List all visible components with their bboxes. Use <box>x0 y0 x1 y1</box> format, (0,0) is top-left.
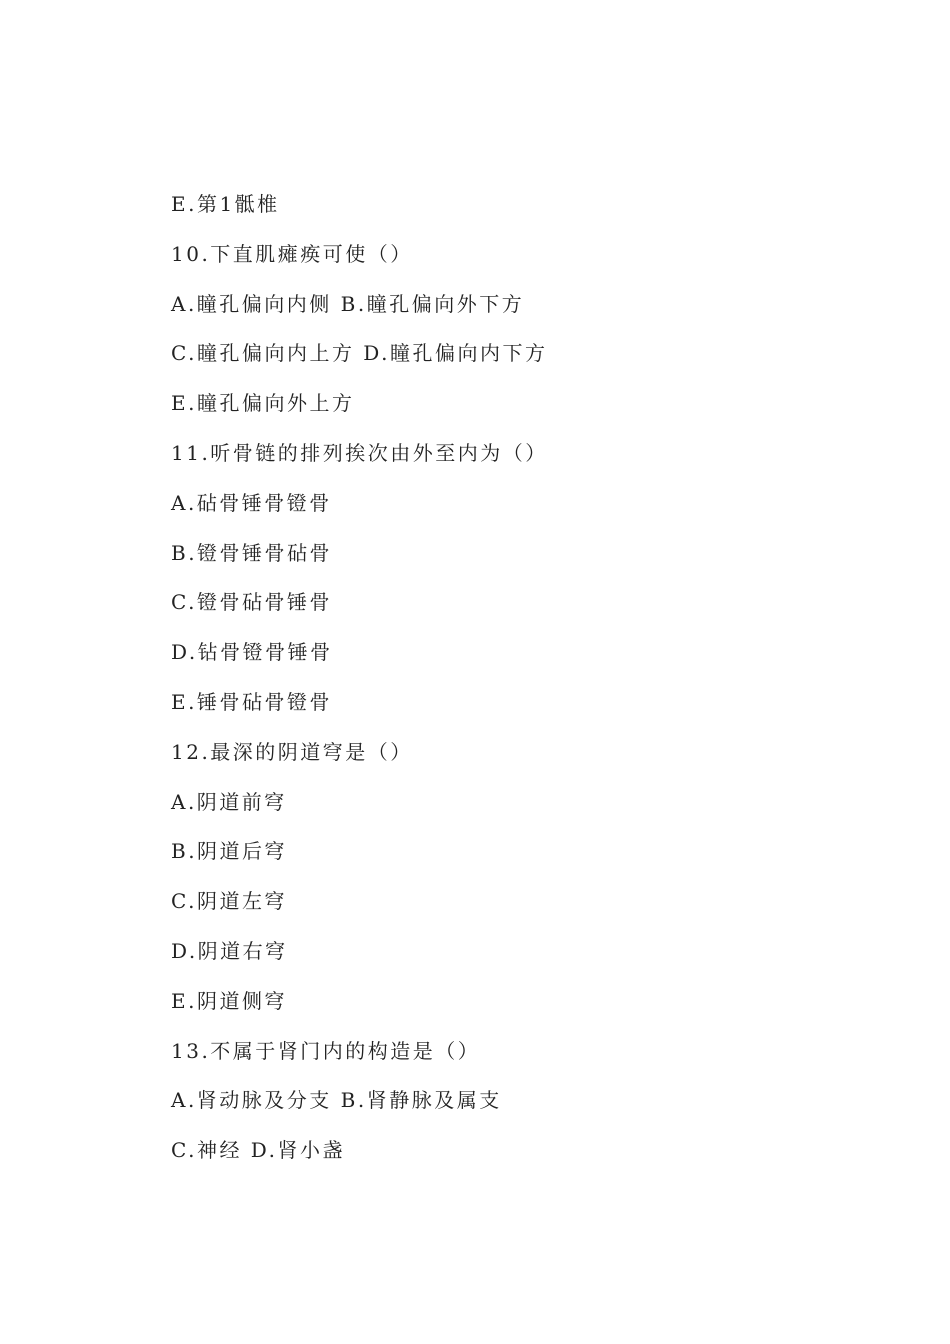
option-line: E.锤骨砧骨镫骨 <box>171 689 332 714</box>
option-line: C.瞳孔偏向内上方 D.瞳孔偏向内下方 <box>171 341 548 366</box>
question-line: 13.不属于肾门内的构造是（） <box>171 1038 481 1063</box>
question-line: 11.听骨链的排列挨次由外至内为（） <box>171 440 548 465</box>
option-line: A.肾动脉及分支 B.肾静脉及属支 <box>171 1088 502 1113</box>
option-line: C.神经 D.肾小盏 <box>171 1138 345 1163</box>
question-text-block <box>171 186 891 1182</box>
option-line: E.瞳孔偏向外上方 <box>171 391 355 416</box>
option-line: E.第1骶椎 <box>171 192 280 216</box>
question-line: 12.最深的阴道穹是（） <box>171 739 413 764</box>
option-line: E.阴道侧穹 <box>171 988 287 1013</box>
option-line: C.阴道左穹 <box>171 889 287 914</box>
option-line: A.砧骨锤骨镫骨 <box>171 490 332 515</box>
option-line: A.瞳孔偏向内侧 B.瞳孔偏向外下方 <box>171 291 525 316</box>
question-line: 10.下直肌瘫痪可使（） <box>171 241 413 266</box>
option-line: D.阴道右穹 <box>171 938 288 963</box>
option-line: B.阴道后穹 <box>171 839 288 864</box>
option-line: A.阴道前穹 <box>171 789 287 814</box>
option-line: B.镫骨锤骨砧骨 <box>171 540 333 565</box>
option-line: D.钻骨镫骨锤骨 <box>171 640 333 665</box>
option-line: C.镫骨砧骨锤骨 <box>171 590 332 615</box>
